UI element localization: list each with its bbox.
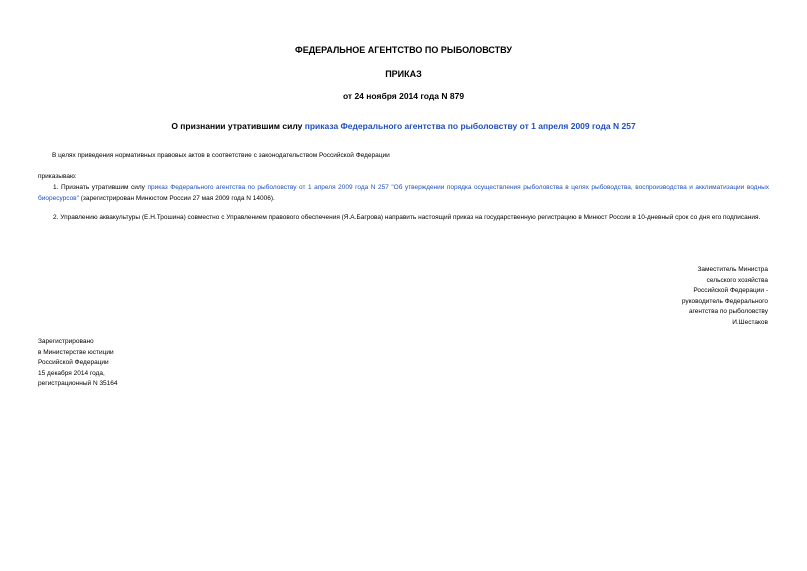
document-type-heading: ПРИКАЗ — [385, 69, 422, 79]
item1-suffix: (зарегистрирован Минюстом России 27 мая 2009 года N 14006). — [78, 194, 275, 202]
intro-paragraph: В целях приведения нормативных правовых актов в соответствие с законодательством Российской Федерации — [52, 152, 390, 159]
signature-line: руководитель Федерального — [681, 297, 768, 305]
registration-line: 15 декабря 2014 года, — [38, 369, 105, 377]
registration-number: регистрационный N 35164 — [38, 380, 118, 388]
signature-line: Заместитель Министра — [697, 266, 768, 273]
signature-block — [568, 265, 768, 329]
signature-line: сельского хозяйства — [706, 276, 768, 284]
registration-line: Зарегистрировано — [38, 338, 94, 345]
signature-line: Российской Федерации - — [693, 287, 768, 295]
registration-block — [38, 337, 118, 390]
signature-name: И.Шестаков — [732, 318, 768, 326]
document-title — [0, 121, 807, 131]
order-item-2 — [38, 213, 769, 224]
item1-prefix: 1. Признать утратившим силу — [53, 184, 148, 191]
order-date-number: от 24 ноября 2014 года N 879 — [342, 91, 465, 101]
registration-line: в Министерстве юстиции — [38, 348, 114, 356]
title-prefix: О признании утратившим силу — [171, 121, 305, 131]
item1-link[interactable]: приказ Федерального агентства по рыболовству от 1 апреля 2009 года N 257 "Об утверждении порядка осуществления рыболовства в целях рыбоводства, воспроизводства и акклиматизации водных биоресурсов" — [38, 184, 769, 202]
registration-line: Российской Федерации — [38, 359, 109, 367]
agency-heading: ФЕДЕРАЛЬНОЕ АГЕНТСТВО ПО РЫБОЛОВСТВУ — [295, 45, 512, 55]
title-link[interactable]: приказа Федерального агентства по рыболовству от 1 апреля 2009 года N 257 — [304, 121, 636, 131]
orders-word: приказываю: — [38, 173, 77, 180]
order-item-1 — [38, 183, 769, 204]
signature-line: агентства по рыболовству — [688, 308, 768, 316]
item2-text: 2. Управлению аквакультуры (Е.Н.Трошина) совместно с Управлением правового обеспечения (Я.А.Багрова) направить настоящий приказ на государственную регистрацию в Минюст России в 10-дневный срок со дня его подписания. — [53, 214, 761, 221]
